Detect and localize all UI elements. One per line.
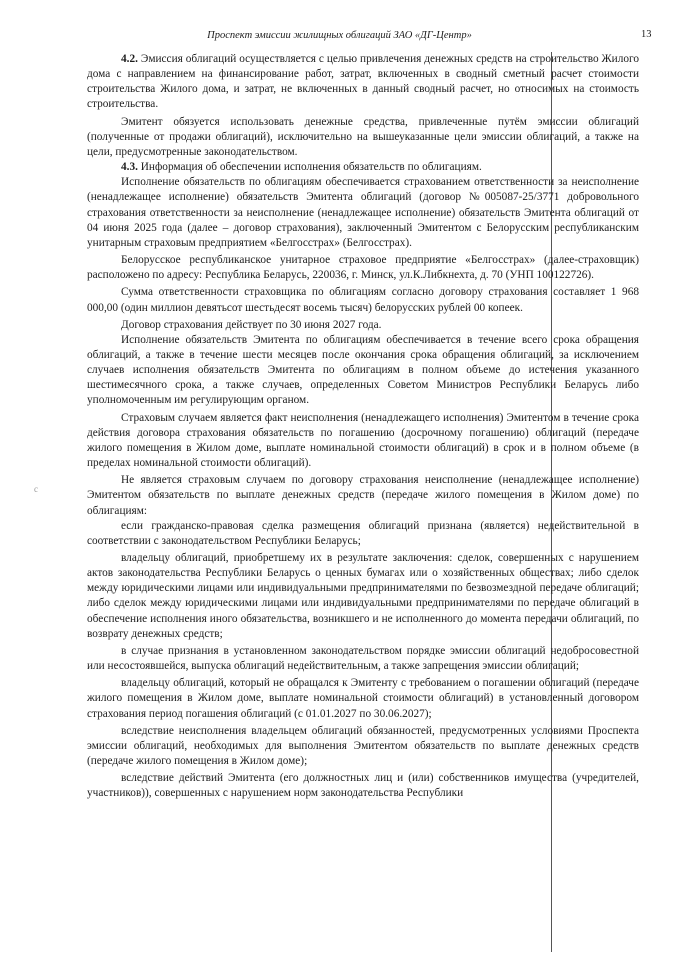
paragraph xyxy=(87,519,639,549)
paragraph-text: владельцу облигаций, приобретшему их в результате заключения: сделок, совершенных с нарушением актов законодательства Республики Беларусь о ценных бумагах или о хозяйственных обществах; либо сделок между юридическими лицами или индивидуальными предпринимателями по безвозмездной передаче облигаций; либо сделок между юридическими лицами или индивидуальными предпринимателями по передаче облигаций в обеспечение исполнения иного обязательства, возникшего и не исполненного до момента передачи облигаций, по возврату денежных средств; xyxy=(87,552,639,640)
running-header: Проспект эмиссии жилищных облигаций ЗАО «ДГ-Центр» xyxy=(207,30,472,41)
paragraph xyxy=(87,551,639,642)
paragraph-text: Белорусское республиканское унитарное страховое предприятие «Белгосстрах» (далее-страховщик) расположено по адресу: Республика Беларусь, 220036, г. Минск, ул.К.Либкнехта, д. 70 (УНП 100122726). xyxy=(87,254,639,282)
document-body xyxy=(87,52,639,802)
paragraph-text: если гражданско-правовая сделка размещения облигаций признана (является) недействительной в соответствии с законодательством Республики Беларусь; xyxy=(87,519,639,547)
paragraph xyxy=(87,285,639,315)
section-number: 4.3. xyxy=(121,161,138,174)
paragraph-text: вследствие действий Эмитента (его должностных лиц и (или) собственников имущества (учредителей, участников)), совершенных с нарушением норм законодательства Республики xyxy=(87,772,639,800)
paragraph-text: Договор страхования действует по 30 июня 2027 года. xyxy=(121,318,382,331)
paragraph-text: Информация об обеспечении исполнения обязательств по облигациям. xyxy=(137,161,482,174)
paragraph-text: Исполнение обязательств Эмитента по облигациям обеспечивается в течение всего срока обращения облигаций, а также в течение шести месяцев после окончания срока обращения облигаций, за исключением случаев исполнения обязательств Эмитента по облигациям в полном объеме до истечения указанного шестимесячного срока, а также случаев, определенных Советом Министров Республики Беларусь либо уполномоченным им регулирующим органом. xyxy=(87,333,639,407)
paragraph xyxy=(87,333,639,409)
paragraph-text: Не является страховым случаем по договору страхования неисполнение (ненадлежащее исполнение) Эмитентом обязательств по выплате денежных средств (передаче жилого помещения в Жилом доме) по облигациям: xyxy=(87,474,639,517)
paragraph-text: вследствие неисполнения владельцем облигаций обязанностей, предусмотренных условиями Проспекта эмиссии облигаций, необходимых для выполнения Эмитентом обязательств по выплате денежных средств (передаче жилого помещения в Жилом доме); xyxy=(87,724,639,768)
paragraph-text: Эмитент обязуется использовать денежные средства, привлеченные путём эмиссии облигаций (полученные от продажи облигаций), исключительно на вышеуказанные цели эмиссии облигаций, а также на цели, предусмотренные законодательством. xyxy=(87,115,639,158)
paragraph-text: Исполнение обязательств по облигациям обеспечивается страхованием ответственности за неисполнение (ненадлежащее исполнение) обязательств Эмитента облигаций (договор №005087-25/3771 добровольного страхования ответственности за неисполнение (ненадлежащее исполнение) обязательств Эмитента облигаций от 04 июня 2025 года (далее – договор страхования), заключенный Эмитентом с Белорусским республиканским унитарным страховым предприятием «Белгосстрах» (Белгосстрах). xyxy=(87,176,639,249)
page-number: 13 xyxy=(641,29,652,40)
paragraph xyxy=(87,318,639,333)
paragraph xyxy=(87,175,639,251)
paragraph xyxy=(87,115,639,160)
paragraph xyxy=(87,473,639,518)
paragraph-text: Сумма ответственности страховщика по облигациям согласно договору страхования составляет 1 968 000,00 (один миллион девятьсот шестьдесят восемь тысяч) белорусских рублей 00 копеек. xyxy=(87,286,639,314)
paragraph xyxy=(87,771,639,801)
paragraph xyxy=(87,411,639,472)
section-number: 4.2. xyxy=(121,53,138,65)
paragraph xyxy=(87,644,639,674)
paragraph-text: в случае признания в установленном законодательством порядке эмиссии облигаций недобросовестной или несостоявшейся, выпуска облигаций недействительным, а также запрещения эмиссии облигаций; xyxy=(87,644,639,673)
paragraph-text: владельцу облигаций, который не обращался к Эмитенту с требованием о погашении облигаций (передаче жилого помещения в Жилом доме, выплате номинальной стоимости облигаций) в установленный договором страхования период погашения облигаций (с 01.01.2027 по 30.06.2027); xyxy=(87,677,639,720)
paragraph xyxy=(87,676,639,721)
paragraph xyxy=(87,253,639,283)
paragraph xyxy=(87,160,639,175)
paragraph xyxy=(87,724,639,769)
paragraph-text: Эмиссия облигаций осуществляется с целью привлечения денежных средств на строительство Жилого дома с направлением на финансирование работ, затрат, включенных в сводный сметный расчет стоимости строительства Жилого дома, и затрат, не включенных в данный сводный расчет, но относимых на стоимость строительства. xyxy=(87,53,639,111)
paragraph-text: Страховым случаем является факт неисполнения (ненадлежащего исполнения) Эмитентом в течение срока действия договора страхования обязательств по погашению (досрочному погашению) облигаций (передаче жилого помещения в Жилом доме, выплате номинальной стоимости облигаций) в срок и в полном объеме (в пределах номинальной стоимости облигаций). xyxy=(87,411,639,470)
paragraph xyxy=(87,52,639,113)
margin-mark: с xyxy=(34,484,38,494)
